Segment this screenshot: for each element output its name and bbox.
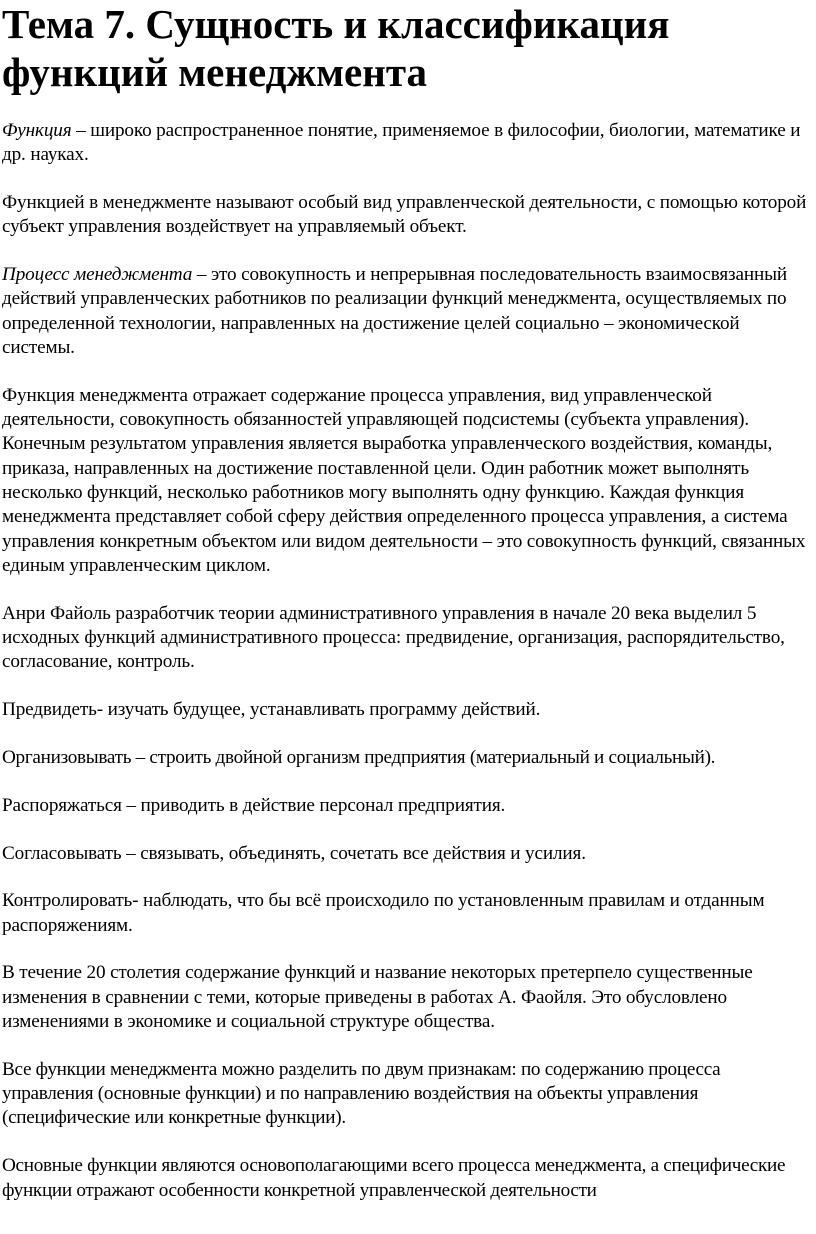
paragraph-20th-century [2,961,814,1034]
paragraph-function-definition [2,119,814,168]
paragraph-text: Функцией в менеджменте называют особый вид управленческой деятельности, с помощью которой субъект управления воздействует на управляемый объект. [2,192,807,238]
paragraph-text: – широко распространенное понятие, применяемое в философии, биологии, математике и др. науках. [2,120,801,166]
paragraph-organize [2,746,814,770]
paragraph-text: Распоряжаться – приводить в действие персонал предприятия. [2,794,506,816]
paragraph-foresee [2,698,814,722]
paragraph-text: Все функции менеджмента можно разделить по двум признакам: по содержанию процесса управления (основные функции) и по направлению воздействия на объекты управления (специфические или конкретные функции). [2,1058,721,1129]
paragraph-text: Организовывать – строить двойной организм предприятия (материальный и социальный). [2,746,716,768]
paragraph-management-function [2,191,814,240]
paragraph-coordinate [2,842,814,866]
paragraph-fayol [2,602,814,675]
paragraph-management-process [2,263,814,360]
term-management-process: Процесс менеджмента [2,264,193,286]
paragraph-basic-functions [2,1154,814,1203]
paragraph-command [2,794,814,818]
paragraph-text: Предвидеть- изучать будущее, устанавливать программу действий. [2,699,541,721]
paragraph-text: Функция менеджмента отражает содержание процесса управления, вид управленческой деятельности, совокупность обязанностей управляющей подсистемы (субъекта управления). Конечным результатом управления является выработка управленческого воздействия, команды, приказа, направленных на достижение поставленной цели. Один работник может выполнять несколько функций, несколько работников могу выполнять одну функцию. Каждая функция менеджмента представляет собой сферу действия определенного процесса управления, а система управления конкретным объектом или видом деятельности – это совокупность функций, связанных единым управленческим циклом. [2,384,806,576]
paragraph-function-content [2,384,814,578]
paragraph-text: – это совокупность и непрерывная последовательность взаимосвязанный действий управленческих работников по реализации функций менеджмента, осуществляемых по определенной технологии, направленных на достижение целей социально – экономической системы. [2,264,787,359]
document-body [2,119,814,1226]
term-function: Функция [2,120,72,141]
paragraph-text: Основные функции являются основополагающими всего процесса менеджмента, а специфические функции отражают особенности конкретной управленческой деятельности [2,1155,786,1201]
paragraph-text: Согласовывать – связывать, объединять, сочетать все действия и усилия. [2,842,586,864]
page-title: Тема 7. Сущность и классификация функций менеджмента [2,1,670,95]
paragraph-text: В течение 20 столетия содержание функций и название некоторых претерпело существенные изменения в сравнении с теми, которые приведены в работах А. Фаойля. Это обусловлено изменениями в экономике и социальной структуре общества. [2,962,753,1033]
paragraph-text: Контролировать- наблюдать, что бы всё происходило по установленным правилам и отданным распоряжениям. [2,890,765,936]
paragraph-classification [2,1058,814,1131]
paragraph-control [2,889,814,938]
paragraph-text: Анри Файоль разработчик теории административного управления в начале 20 века выделил 5 исходных функций административного процесса: предвидение, организация, распорядительство, согласование, контроль. [2,602,785,673]
